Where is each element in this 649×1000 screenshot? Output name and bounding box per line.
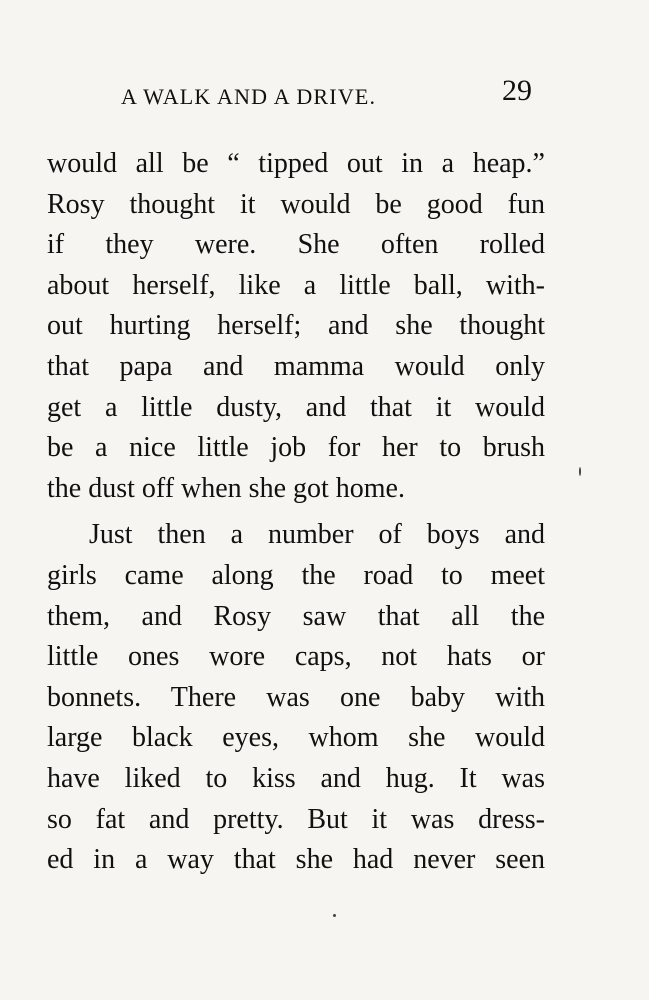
text-line: out hurting herself; and she thought <box>47 310 545 342</box>
body-text <box>47 144 545 881</box>
text-line: Rosy thought it would be good fun <box>47 188 545 220</box>
text-line: about herself, like a little ball, with- <box>47 269 545 301</box>
text-line: get a little dusty, and that it would <box>47 391 545 423</box>
text-line: would all be “ tipped out in a heap.” <box>47 148 545 179</box>
text-line: ed in a way that she had never seen <box>47 844 545 876</box>
text-line: Just then a number of boys and <box>89 519 545 551</box>
text-line: the dust off when she got home. <box>47 472 405 504</box>
page-number: 29 <box>502 74 532 107</box>
text-line: girls came along the road to meet <box>47 559 545 591</box>
text-line: have liked to kiss and hug. It was <box>47 762 545 794</box>
running-head: A WALK AND A DRIVE. <box>121 84 377 109</box>
text-line: be a nice little job for her to brush <box>47 432 545 464</box>
text-line: little ones wore caps, not hats or <box>47 641 545 673</box>
text-line: so fat and pretty. But it was dress- <box>47 803 545 835</box>
paper-speck <box>333 914 336 917</box>
text-line: that papa and mamma would only <box>47 350 545 382</box>
text-line: large black eyes, whom she would <box>47 722 545 754</box>
paragraph-2 <box>47 515 545 880</box>
paper-speck <box>579 467 581 476</box>
paragraph-1 <box>47 144 545 509</box>
text-line: bonnets. There was one baby with <box>47 681 545 713</box>
text-line: if they were. She often rolled <box>47 229 545 261</box>
text-line: them, and Rosy saw that all the <box>47 600 545 632</box>
